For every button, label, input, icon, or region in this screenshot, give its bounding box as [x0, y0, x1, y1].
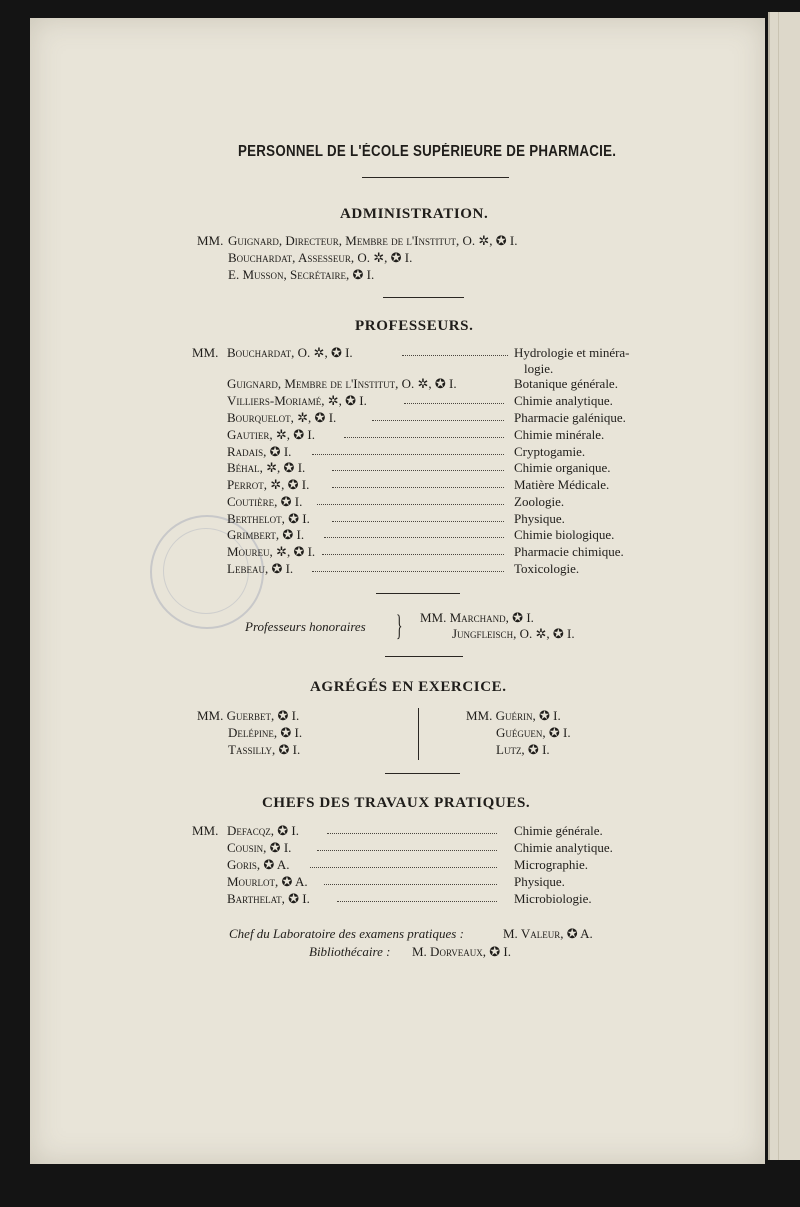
professor-name: Bouchardat, O. ✲, ✪ I.	[227, 345, 353, 360]
professor-subject: Toxicologie.	[514, 561, 580, 576]
admin-prefix: MM.	[197, 233, 224, 248]
professor-name: Radais, ✪ I.	[227, 444, 292, 459]
list-item	[192, 527, 647, 544]
agrege-left: Tassilly, ✪ I.	[228, 742, 301, 757]
professor-subject: Pharmacie galénique.	[514, 410, 626, 425]
professor-subject: Pharmacie chimique.	[514, 544, 624, 559]
list-item	[192, 410, 647, 427]
list-item	[192, 376, 647, 393]
chef-name: Mourlot, ✪ A.	[227, 874, 308, 889]
professor-name: Gautier, ✲, ✪ I.	[227, 427, 315, 442]
chef-subject: Microbiologie.	[514, 891, 592, 906]
dot-leader	[324, 537, 504, 538]
professor-subject: Matière Médicale.	[514, 477, 610, 492]
chefs-prefix: MM.	[192, 823, 219, 838]
dot-leader	[337, 901, 497, 902]
list-item	[192, 857, 647, 874]
list-item	[192, 874, 647, 891]
list-item	[192, 840, 647, 857]
chef-subject: Chimie analytique.	[514, 840, 613, 855]
document-page	[30, 18, 765, 1164]
admin-line-secretaire: E. Musson, Secrétaire, ✪ I.	[228, 267, 375, 282]
list-item	[192, 544, 647, 561]
administration-heading: ADMINISTRATION.	[340, 206, 489, 222]
professor-subject: Botanique générale.	[514, 376, 618, 391]
list-item	[192, 444, 647, 461]
dot-leader	[332, 521, 504, 522]
professor-subject-continued: logie.	[524, 361, 554, 376]
chef-name: Cousin, ✪ I.	[227, 840, 292, 855]
agrege-right: Guéguen, ✪ I.	[496, 725, 571, 740]
dot-leader	[402, 355, 508, 356]
dot-leader	[317, 850, 497, 851]
chef-laboratoire-label: Chef du Laboratoire des examens pratiques :	[229, 926, 464, 941]
professor-name: Bourquelot, ✲, ✪ I.	[227, 410, 337, 425]
list-item	[192, 494, 647, 511]
dot-leader	[344, 437, 504, 438]
chef-subject: Physique.	[514, 874, 565, 889]
honoraire-jungfleisch: Jungfleisch, O. ✲, ✪ I.	[452, 626, 575, 641]
professor-name: Coutière, ✪ I.	[227, 494, 303, 509]
professor-subject: Cryptogamie.	[514, 444, 586, 459]
agrege-right: Lutz, ✪ I.	[496, 742, 550, 757]
chef-name: Barthelat, ✪ I.	[227, 891, 310, 906]
chef-name: Goris, ✪ A.	[227, 857, 290, 872]
bibliothecaire-label: Bibliothécaire :	[309, 944, 391, 959]
dot-leader	[317, 504, 504, 505]
professor-name: Grimbert, ✪ I.	[227, 527, 305, 542]
list-item	[192, 393, 647, 410]
divider	[385, 773, 460, 774]
dot-leader	[332, 487, 504, 488]
professor-name: Perrot, ✲, ✪ I.	[227, 477, 310, 492]
chefs-heading: CHEFS DES TRAVAUX PRATIQUES.	[262, 795, 531, 811]
chef-subject: Chimie générale.	[514, 823, 603, 838]
dot-leader	[327, 833, 497, 834]
list-item	[192, 561, 647, 578]
divider	[385, 656, 463, 657]
professor-name: Guignard, Membre de l'Institut, O. ✲, ✪ I.	[227, 376, 457, 391]
list-item	[192, 345, 647, 362]
professor-subject: Chimie analytique.	[514, 393, 613, 408]
professor-subject: Physique.	[514, 511, 565, 526]
honoraire-marchand: MM. Marchand, ✪ I.	[420, 610, 534, 625]
page-title: PERSONNEL DE L'ÉCOLE SUPÉRIEURE DE PHARMACIE.	[238, 143, 617, 160]
divider	[362, 177, 509, 178]
professor-subject: Chimie organique.	[514, 460, 611, 475]
dot-leader	[312, 571, 504, 572]
professor-name: Villiers-Moriamé, ✲, ✪ I.	[227, 393, 367, 408]
column-divider	[418, 708, 419, 760]
divider	[383, 297, 464, 298]
professeurs-heading: PROFESSEURS.	[355, 318, 474, 334]
professor-name: Moureu, ✲, ✪ I.	[227, 544, 316, 559]
professor-name: Lebeau, ✪ I.	[227, 561, 294, 576]
brace-icon: }	[396, 609, 403, 642]
bibliothecaire-name: M. Dorveaux, ✪ I.	[412, 944, 511, 959]
professor-subject: Chimie biologique.	[514, 527, 615, 542]
dot-leader	[324, 884, 497, 885]
honoraires-label: Professeurs honoraires	[245, 619, 366, 634]
agrege-right: MM. Guérin, ✪ I.	[466, 708, 561, 723]
dot-leader	[332, 470, 504, 471]
chef-name: Defacqz, ✪ I.	[227, 823, 299, 838]
professor-subject: Chimie minérale.	[514, 427, 605, 442]
chef-laboratoire-name: M. Valeur, ✪ A.	[503, 926, 593, 941]
dot-leader	[322, 554, 504, 555]
professeurs-prefix: MM.	[192, 345, 219, 360]
chef-subject: Micrographie.	[514, 857, 589, 872]
list-item	[192, 511, 647, 528]
dot-leader	[404, 403, 504, 404]
agrege-left: MM. Guerbet, ✪ I.	[197, 708, 300, 723]
list-item	[192, 823, 647, 840]
agrege-left: Delépine, ✪ I.	[228, 725, 303, 740]
professor-name: Béhal, ✲, ✪ I.	[227, 460, 306, 475]
list-item	[192, 427, 647, 444]
list-item	[192, 891, 647, 908]
dot-leader	[310, 867, 497, 868]
divider	[376, 593, 460, 594]
agreges-heading: AGRÉGÉS EN EXERCICE.	[310, 679, 507, 695]
professor-subject: Hydrologie et minéra-	[514, 345, 630, 360]
professor-name: Berthelot, ✪ I.	[227, 511, 310, 526]
admin-line-director: Guignard, Directeur, Membre de l'Institut, O. ✲, ✪ I.	[228, 233, 518, 248]
dot-leader	[372, 420, 504, 421]
next-page-edge	[768, 12, 800, 1160]
list-item	[192, 460, 647, 477]
professor-subject: Zoologie.	[514, 494, 565, 509]
dot-leader	[312, 454, 504, 455]
admin-line-assesseur: Bouchardat, Assesseur, O. ✲, ✪ I.	[228, 250, 413, 265]
list-item	[192, 477, 647, 494]
